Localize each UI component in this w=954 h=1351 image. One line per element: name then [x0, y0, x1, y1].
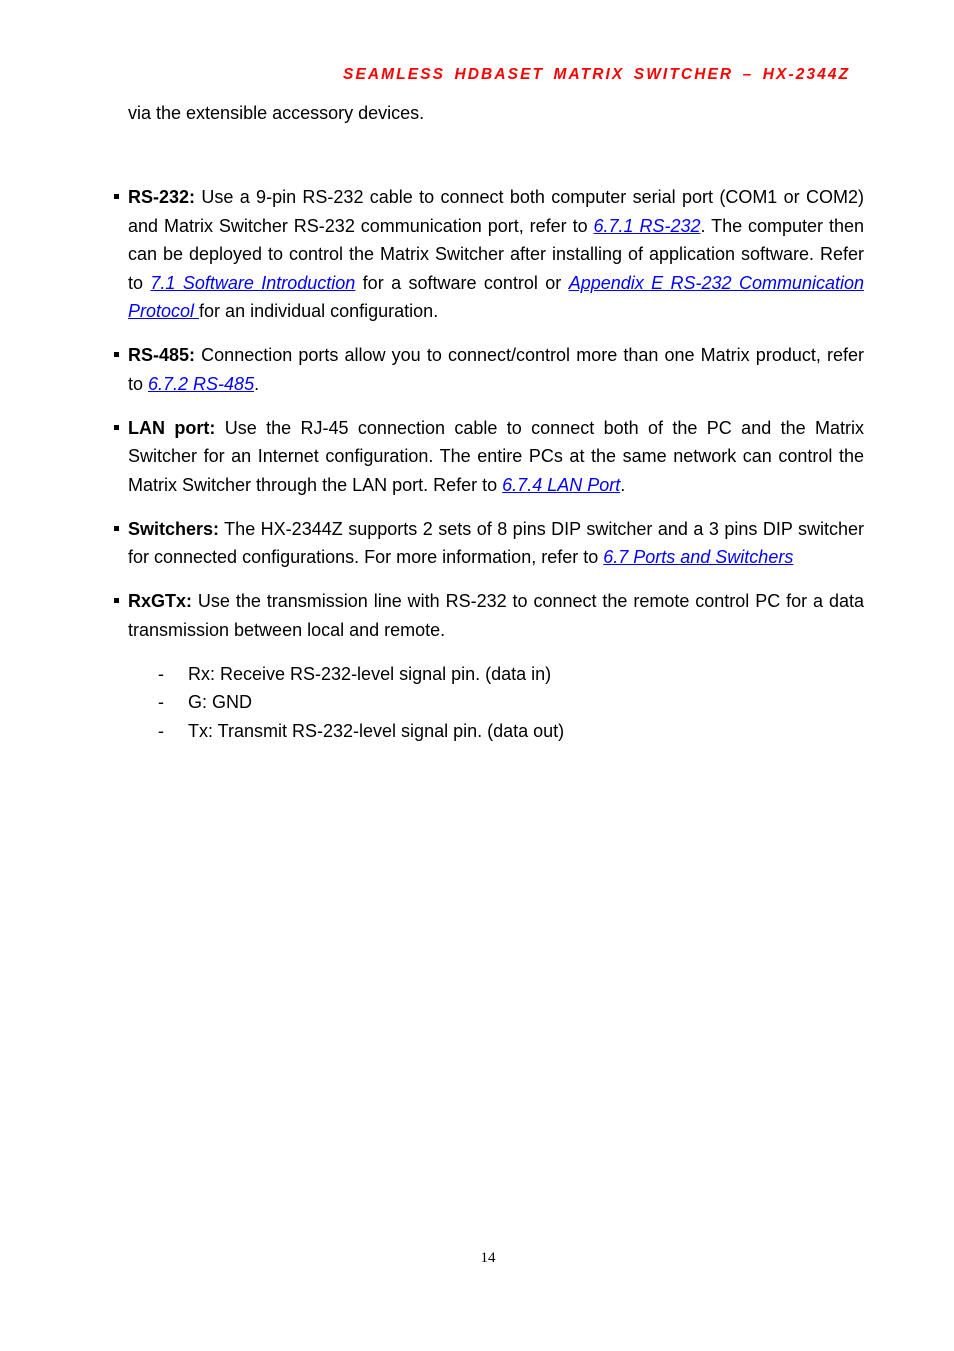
dash-bullet: -	[158, 663, 164, 684]
sub-list-item	[128, 717, 864, 746]
square-bullet-icon	[114, 425, 119, 430]
term-label: RxGTx:	[128, 591, 193, 611]
item-text: Use the transmission line with RS-232 to connect the remote control PC for a data transmission between local and remote.	[128, 591, 864, 640]
square-bullet-icon	[114, 526, 119, 531]
sub-item-text: Tx: Transmit RS-232-level signal pin. (data out)	[188, 720, 565, 741]
term-label: RS-485:	[128, 345, 196, 365]
link-7-1-software-introduction[interactable]: 7.1 Software Introduction	[150, 272, 356, 293]
link-6-7-2-rs485[interactable]: 6.7.2 RS-485	[148, 373, 255, 394]
square-bullet-icon	[114, 352, 119, 357]
item-text: for an individual configuration.	[199, 301, 439, 321]
term-label: Switchers:	[128, 518, 220, 539]
link-appendix-e[interactable]: Appendix E RS-232 Communication Protocol	[128, 272, 864, 321]
list-item-rs485	[128, 341, 864, 398]
link-6-7-ports-and-switchers[interactable]: 6.7 Ports and Switchers	[603, 547, 794, 567]
link-6-7-1-rs232[interactable]: 6.7.1 RS-232	[593, 215, 701, 236]
term-label: RS-232:	[128, 187, 196, 207]
link-6-7-4-lan-port[interactable]: 6.7.4 LAN Port	[502, 474, 621, 495]
term-label: LAN port:	[128, 417, 216, 438]
sub-list-item	[128, 660, 864, 689]
item-text: Connection ports allow you to connect/control more than one Matrix product, refer to	[128, 345, 864, 394]
sub-list-item	[128, 688, 864, 717]
sub-item-text: G: GND	[188, 692, 253, 712]
square-bullet-icon	[114, 598, 119, 603]
list-item-lan-port	[128, 414, 864, 500]
item-text: .	[620, 474, 626, 495]
page-number: 14	[480, 1250, 496, 1266]
pin-sublist	[128, 660, 864, 746]
dash-bullet: -	[158, 692, 164, 712]
running-header: SEAMLESS HDBASET MATRIX SWITCHER – HX-2344Z	[343, 66, 851, 83]
item-text: Use a 9-pin RS-232 cable to connect both computer serial port (COM1 or COM2) and Matrix Switcher RS-232 communication port, refer to	[128, 187, 864, 236]
item-text: Use the RJ-45 connection cable to connect both of the PC and the Matrix Switcher for an Internet configuration. The entire PCs at the same network can control the Matrix Switcher through the LAN port. Refer to	[128, 417, 864, 495]
item-text: .	[254, 373, 260, 394]
item-text: . The computer then can be deployed to control the Matrix Switcher after installing of application software. Refer to	[128, 215, 864, 293]
square-bullet-icon	[114, 194, 119, 199]
list-item-rxgtx	[128, 587, 864, 644]
dash-bullet: -	[158, 720, 164, 741]
list-item-switchers	[128, 515, 864, 572]
item-text: The HX-2344Z supports 2 sets of 8 pins DIP switcher and a 3 pins DIP switcher for connected configurations. For more information, refer to	[128, 518, 864, 567]
sub-item-text: Rx: Receive RS-232-level signal pin. (data in)	[188, 663, 552, 684]
intro-text: via the extensible accessory devices.	[128, 103, 425, 123]
list-item-rs232	[128, 183, 864, 326]
bullet-list	[128, 183, 864, 745]
item-text: for a software control or	[355, 272, 569, 293]
